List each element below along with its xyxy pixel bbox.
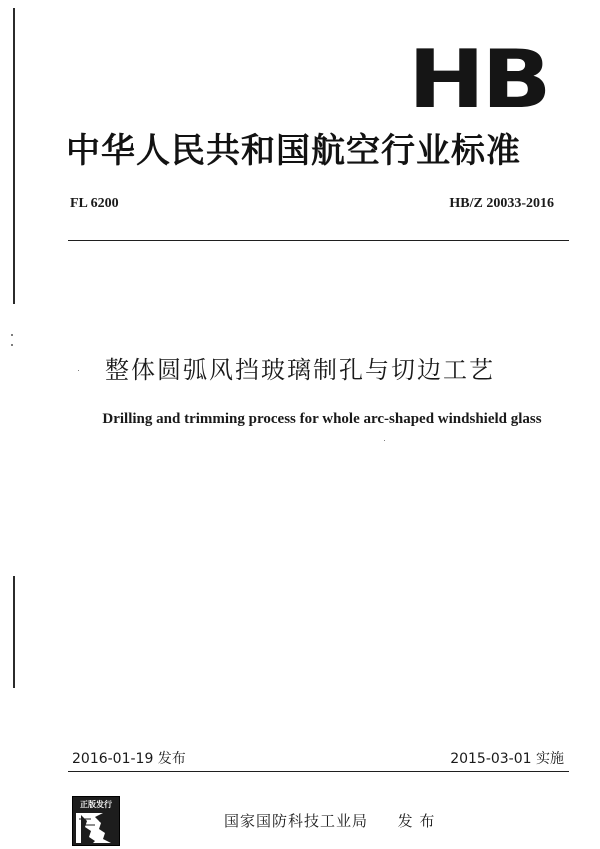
official-release-stamp bbox=[72, 796, 120, 846]
footer-divider bbox=[68, 771, 569, 772]
implementation-date: 2015-03-01 实施 bbox=[450, 751, 564, 767]
classification-code: FL 6200 bbox=[70, 196, 119, 211]
standard-number: HB/Z 20033-2016 bbox=[449, 196, 554, 211]
standard-title: 中华人民共和国航空行业标准 bbox=[66, 131, 521, 171]
left-margin-line bbox=[13, 576, 15, 688]
publisher bbox=[224, 810, 435, 831]
scan-speck bbox=[384, 440, 385, 441]
issue-date: 2016-01-19 发布 bbox=[72, 751, 186, 767]
stamp-emblem-icon bbox=[73, 811, 119, 845]
header-divider bbox=[68, 240, 569, 241]
stamp-label: 正版发行 bbox=[80, 800, 112, 809]
hb-logo: HB bbox=[408, 33, 549, 126]
scan-speck bbox=[11, 334, 13, 336]
publisher-action: 发 布 bbox=[397, 812, 436, 830]
left-margin-line bbox=[13, 8, 15, 304]
publisher-name: 国家国防科技工业局 bbox=[224, 812, 369, 830]
document-title-chinese: 整体圆弧风挡玻璃制孔与切边工艺 bbox=[105, 356, 495, 384]
document-title-english: Drilling and trimming process for whole arc-shaped windshield glass bbox=[102, 411, 542, 427]
scan-speck bbox=[11, 344, 13, 346]
